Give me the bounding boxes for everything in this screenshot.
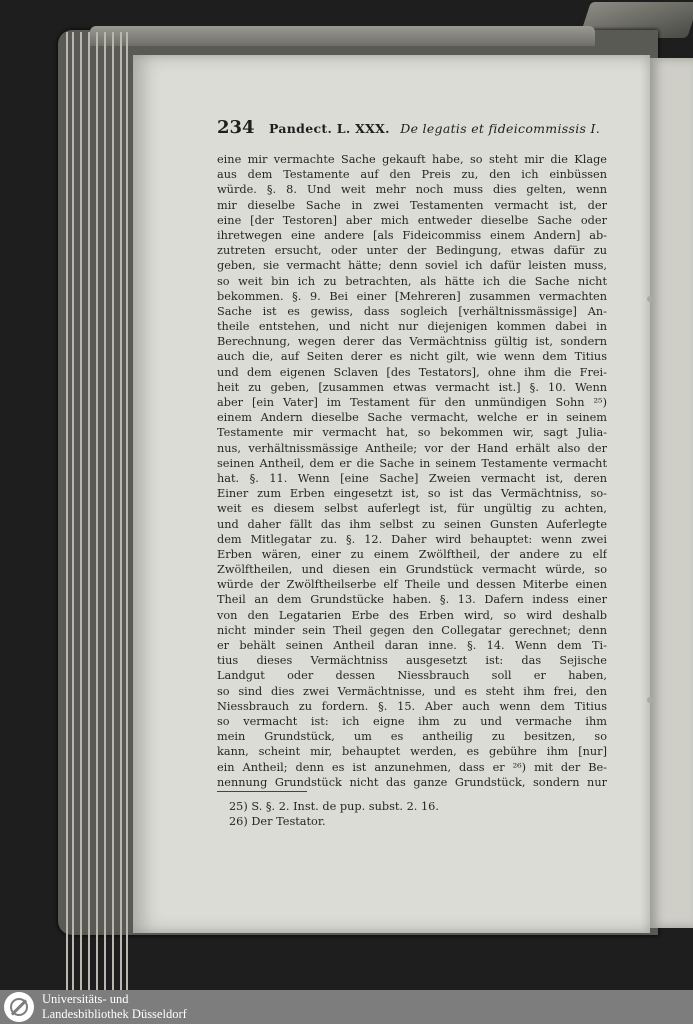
page-edge <box>104 32 106 990</box>
text-line: und daher fällt das ihm selbst zu seinen Gunsten Auferlegte <box>217 517 607 531</box>
text-line: von den Legatarien Erbe des Erben wird, so wird deshalb <box>217 608 607 622</box>
text-line: so weit bin ich zu betrachten, als hätte ich die Sache nicht <box>217 274 607 288</box>
page-edge <box>66 32 68 990</box>
page-edge <box>126 32 128 990</box>
text-line: Testamente mir vermacht hat, so bekommen wir, sagt Julia- <box>217 426 607 440</box>
library-footer <box>0 990 693 1024</box>
page-edge <box>112 32 114 990</box>
text-line: Berechnung, wegen derer das Vermächtniss gültig ist, sondern <box>217 335 607 349</box>
footnote: 25) S. §. 2. Inst. de pup. subst. 2. 16. <box>229 800 439 813</box>
facing-page <box>650 58 693 928</box>
text-line: ein Antheil; denn es ist anzunehmen, dass er ²⁶) mit der Be- <box>217 760 607 774</box>
text-line: nennung Grundstück nicht das ganze Grundstück, sondern nur <box>217 775 607 789</box>
page-edge <box>80 32 82 990</box>
institution-line: Landesbibliothek Düsseldorf <box>42 1007 187 1021</box>
text-line: zutreten ersucht, oder unter der Bedingung, etwas dafür zu <box>217 244 607 258</box>
text-line: Einer zum Erben eingesetzt ist, so ist das Vermächtniss, so- <box>217 487 607 501</box>
text-line: so vermacht ist: ich eigne ihm zu und vermache ihm <box>217 714 607 728</box>
text-line: bekommen. §. 9. Bei einer [Mehreren] zusammen vermachten <box>217 289 607 303</box>
page-edge <box>96 32 98 990</box>
text-line: Zwölftheilen, und diesen ein Grundstück vermacht würde, so <box>217 563 607 577</box>
paper-spot <box>647 697 653 703</box>
paper-spot <box>647 296 653 302</box>
text-line: ihretwegen eine andere [als Fideicommiss einem Andern] ab- <box>217 228 607 242</box>
footnote-rule <box>217 791 307 792</box>
text-line: Niessbrauch zu fordern. §. 15. Aber auch wenn dem Titius <box>217 699 607 713</box>
page-edge <box>72 32 74 990</box>
text-line: theile entstehen, und nicht nur diejenigen kommen dabei in <box>217 320 607 334</box>
text-line: nus, verhältnissmässige Antheile; vor der Hand erhält also der <box>217 441 607 455</box>
text-line: eine mir vermachte Sache gekauft habe, so steht mir die Klage <box>217 153 607 166</box>
text-line: eine [der Testoren] aber mich entweder dieselbe Sache oder <box>217 213 607 227</box>
text-line: aber [ein Vater] im Testament für den unmündigen Sohn ²⁵) <box>217 396 607 409</box>
page-block-top <box>90 26 595 46</box>
running-title: Pandect. L. XXX. <box>269 121 390 136</box>
library-logo-icon[interactable] <box>4 992 34 1022</box>
text-line: mir dieselbe Sache in zwei Testamenten vermacht ist, der <box>217 198 607 212</box>
text-line: würde der Zwölftheilserbe elf Theile und dessen Miterbe einen <box>217 578 607 592</box>
text-line: und dem eigenen Sclaven [des Testators], ohne ihm die Frei- <box>217 365 607 379</box>
text-line: Erben wären, einer zu einem Zwölftheil, der andere zu elf <box>217 547 607 561</box>
text-line: Sache ist es gewiss, dass sogleich [verhältnissmässige] An- <box>217 304 607 318</box>
page-edge <box>120 32 122 990</box>
footnote: 26) Der Testator. <box>229 815 326 828</box>
footnotes <box>229 799 529 829</box>
text-line: mein Grundstück, um es antheilig zu besitzen, so <box>217 730 607 744</box>
text-line: aus dem Testamente auf den Preis zu, den ich einbüssen <box>217 168 607 182</box>
page-number: 234 <box>217 117 255 138</box>
text-line: hat. §. 11. Wenn [eine Sache] Zweien vermacht ist, deren <box>217 471 607 485</box>
text-line: er behält seinen Antheil daran inne. §. 14. Wenn dem Ti- <box>217 639 607 652</box>
text-line: Theil an dem Grundstücke haben. §. 13. Dafern indess einer <box>217 593 607 607</box>
text-line: dem Mitlegatar zu. §. 12. Daher wird behauptet: wenn zwei <box>217 532 607 546</box>
text-line: nicht minder sein Theil gegen den Collegatar gerechnet; denn <box>217 623 607 637</box>
institution-name[interactable] <box>42 992 187 1022</box>
page-header <box>217 117 617 139</box>
text-line: so sind dies zwei Vermächtnisse, und es steht ihm frei, den <box>217 684 607 698</box>
text-line: einem Andern dieselbe Sache vermacht, welche er in seinem <box>217 411 607 425</box>
text-line: geben, sie vermacht hätte; denn soviel ich dafür leisten muss, <box>217 259 607 273</box>
institution-line: Universitäts- und <box>42 992 129 1006</box>
text-line: seinen Antheil, dem er die Sache in seinem Testamente vermacht <box>217 456 607 470</box>
text-line: tius dieses Vermächtniss ausgesetzt ist: das Sejische <box>217 654 607 668</box>
text-line: Landgut oder dessen Niessbrauch soll er haben, <box>217 669 607 683</box>
text-line: heit zu geben, [zusammen etwas vermacht ist.] §. 10. Wenn <box>217 380 607 394</box>
body-text <box>217 152 607 790</box>
text-line: kann, scheint mir, behauptet werden, es gebühre ihm [nur] <box>217 745 607 759</box>
text-line: würde. §. 8. Und weit mehr noch muss dies gelten, wenn <box>217 183 607 197</box>
text-line: auch die, auf Seiten derer es nicht gilt, wie wenn dem Titius <box>217 350 607 364</box>
text-line: weit es diesem selbst auferlegt ist, für ungültig zu achten, <box>217 502 607 516</box>
page-edge <box>88 32 90 990</box>
running-subtitle: De legatis et fideicommissis I. <box>400 121 600 136</box>
